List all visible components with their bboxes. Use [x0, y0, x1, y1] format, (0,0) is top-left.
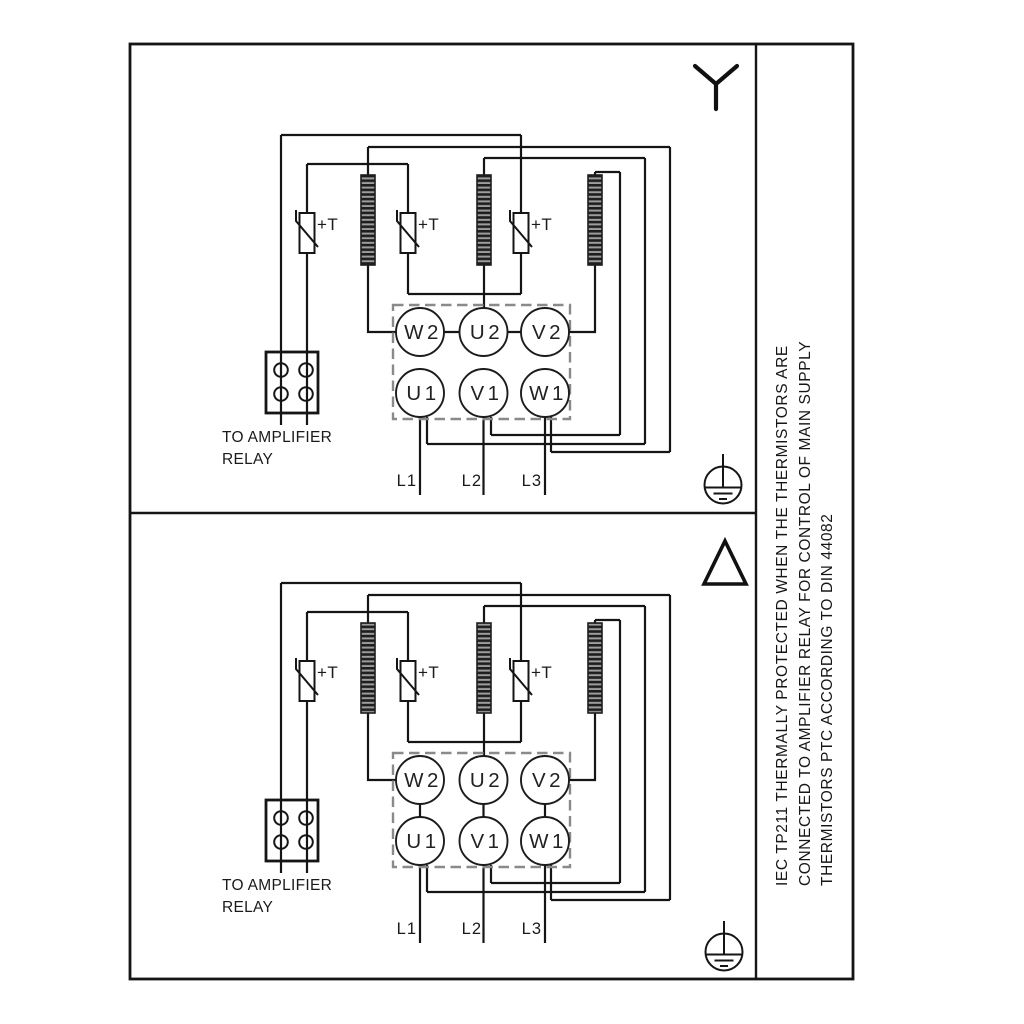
relay-terminal-box [266, 352, 318, 413]
terminal-label-w2: W2 [404, 321, 442, 344]
relay-note-line2: RELAY [222, 451, 274, 468]
thermistor-icon [296, 210, 318, 253]
supply-label-l3: L3 [521, 472, 542, 490]
terminal-label-w2: W2 [404, 769, 442, 792]
thermistor-icon [510, 658, 532, 701]
winding-coil-icon [588, 623, 602, 713]
terminal-label-v1: V1 [470, 382, 503, 405]
supply-label-l2: L2 [461, 920, 482, 938]
thermistor-label: +T [418, 215, 440, 234]
side-note-line: IEC TP211 THERMALLY PROTECTED WHEN THE THERMISTORS ARE [774, 345, 791, 886]
star-connection-icon [695, 66, 737, 109]
thermistor-icon [296, 658, 318, 701]
winding-coil-icon [361, 175, 375, 265]
terminal-label-u1: U1 [406, 382, 440, 405]
winding-coil-icon [477, 175, 491, 265]
thermistor-label: +T [531, 215, 553, 234]
thermistor-icon [510, 210, 532, 253]
supply-label-l1: L1 [396, 920, 417, 938]
thermistor-label: +T [531, 663, 553, 682]
supply-label-l1: L1 [396, 472, 417, 490]
side-note [772, 340, 840, 886]
relay-note-line1: TO AMPLIFIER [222, 877, 333, 894]
terminal-label-w1: W1 [529, 382, 567, 405]
supply-label-l3: L3 [521, 920, 542, 938]
terminal-label-u1: U1 [406, 830, 440, 853]
terminal-label-u2: U2 [469, 769, 504, 792]
terminal-label-v2: V2 [531, 321, 565, 344]
terminal-label-v1: V1 [470, 830, 503, 853]
side-note-line: THERMISTORS PTC ACCORDING TO DIN 44082 [819, 513, 837, 886]
relay-note-line1: TO AMPLIFIER [222, 429, 333, 446]
relay-terminal-box [266, 800, 318, 861]
winding-coil-icon [477, 623, 491, 713]
thermistor-icon [397, 658, 419, 701]
terminal-label-u2: U2 [469, 321, 504, 344]
delta-connection-icon [704, 541, 746, 584]
thermistor-label: +T [317, 663, 339, 682]
earth-ground-icon [705, 454, 742, 504]
winding-coil-icon [588, 175, 602, 265]
thermistor-label: +T [418, 663, 440, 682]
supply-label-l2: L2 [461, 472, 482, 490]
earth-ground-icon [706, 921, 743, 971]
relay-note-line2: RELAY [222, 899, 274, 916]
winding-coil-icon [361, 623, 375, 713]
terminal-label-w1: W1 [529, 830, 567, 853]
thermistor-label: +T [317, 215, 339, 234]
terminal-label-v2: V2 [531, 769, 565, 792]
thermistor-icon [397, 210, 419, 253]
side-note-line: CONNECTED TO AMPLIFIER RELAY FOR CONTROL OF MAIN SUPPLY [796, 340, 814, 886]
